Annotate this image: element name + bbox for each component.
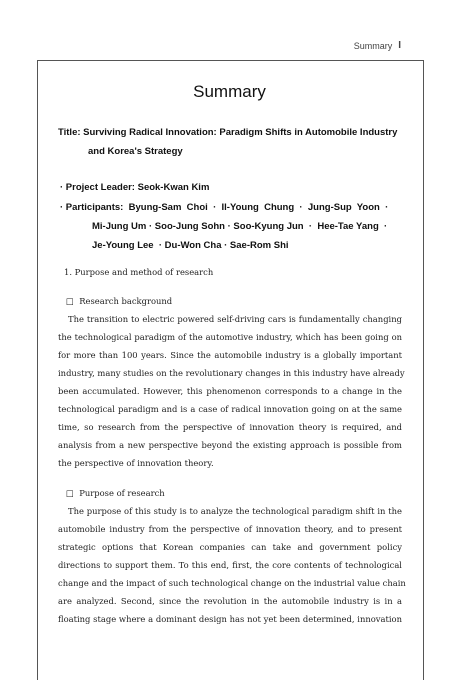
body-line: for more than 100 years. Since the automobile industry is a globally important xyxy=(58,350,402,360)
project-leader: · Project Leader: Seok-Kwan Kim xyxy=(60,182,210,193)
body-line: analysis from a new perspective beyond the existing approach is possible from xyxy=(58,440,402,450)
summary-heading: Summary xyxy=(193,82,266,101)
body-line: change and the impact of such technological change on the industrial value chain xyxy=(58,578,406,588)
body-line: the perspective of innovation theory. xyxy=(58,458,214,468)
body-line: time, so research from the perspective of innovation theory is required, and xyxy=(58,422,402,432)
running-header-separator: I xyxy=(398,40,401,51)
running-header-text: Summary xyxy=(353,40,393,51)
body-line: industry, many studies on the revolutionary changes in this industry have already xyxy=(58,368,405,378)
body-line: The purpose of this study is to analyze the technological paradigm shift in the xyxy=(68,506,402,516)
participants-line-2: Mi-Jung Um · Soo-Jung Sohn · Soo-Kyung Jun · Hee-Tae Yang · xyxy=(92,221,388,232)
body-line: floating stage where a dominant design has not yet been determined, innovation xyxy=(58,614,402,624)
body-line: are analyzed. Second, since the revolution in the automobile industry is in a xyxy=(58,596,402,606)
participants-line-1: · Participants: Byung-Sam Choi · Il-Young Chung · Jung-Sup Yoon · xyxy=(60,202,389,213)
title-line-2: and Korea's Strategy xyxy=(88,146,183,157)
title-text-1: Surviving Radical Innovation: Paradigm Shifts in Automobile Industry xyxy=(83,127,398,138)
title-label: Title: xyxy=(58,127,81,138)
body-line: strategic options that Korean companies can take and government policy xyxy=(58,542,402,552)
participants-line-3: Je-Young Lee · Du-Won Cha · Sae-Rom Shi xyxy=(92,240,289,251)
body-line: directions to support them. To this end, first, the core contents of technological xyxy=(58,560,402,570)
body-line: The transition to electric powered self-driving cars is fundamentally changing xyxy=(68,314,402,324)
body-line: technological paradigm and is a case of radical innovation going on at the same xyxy=(58,404,402,414)
title-line-1 xyxy=(58,127,397,138)
research-background-heading: □ Research background xyxy=(66,296,173,306)
running-header xyxy=(354,40,401,51)
body-line: automobile industry from the perspective of innovation theory, and to present xyxy=(58,524,402,534)
research-purpose-heading: □ Purpose of research xyxy=(66,488,165,498)
body-line: been accumulated. However, this phenomenon corresponds to a change in the xyxy=(58,386,402,396)
body-line: the technological paradigm of the automotive industry, which has been going on xyxy=(58,332,402,342)
section-heading: 1. Purpose and method of research xyxy=(64,267,214,277)
